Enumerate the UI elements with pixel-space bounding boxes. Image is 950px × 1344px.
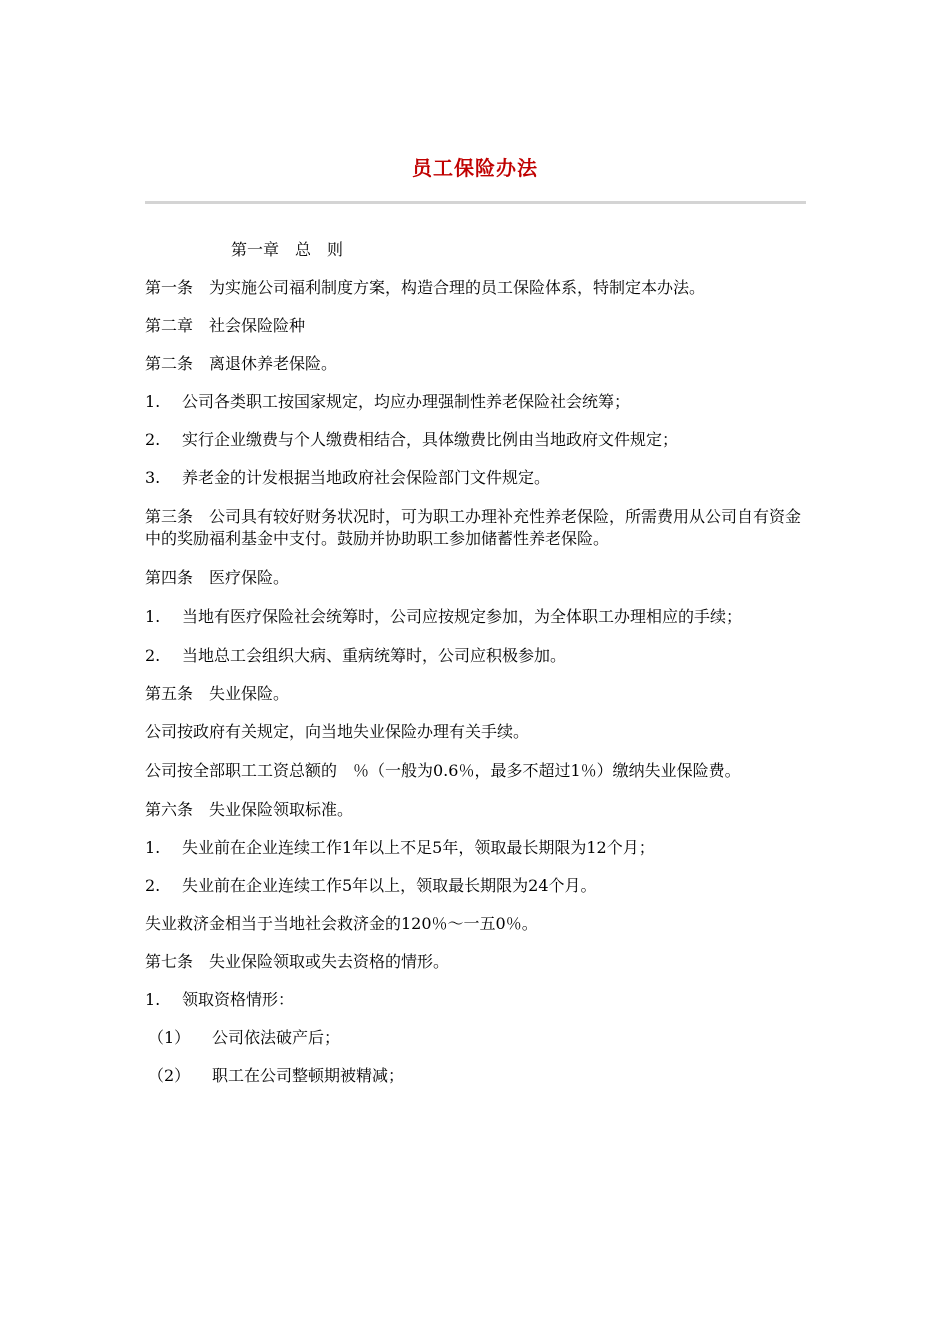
list-text: 公司各类职工按国家规定，均应办理强制性养老保险社会统筹；	[182, 392, 631, 411]
article-5: 第五条 失业保险。	[145, 684, 290, 703]
chapter-heading: 第一章 总 则	[231, 240, 344, 259]
list-item	[145, 606, 813, 628]
list-number: 3.	[145, 468, 161, 487]
list-text: 养老金的计发根据当地政府社会保险部门文件规定。	[182, 468, 551, 487]
list-item	[145, 392, 813, 412]
list-number: 1.	[145, 392, 161, 411]
article-2: 第二条 离退休养老保险。	[145, 354, 338, 373]
article-6: 第六条 失业保险领取标准。	[145, 800, 354, 819]
list-item	[145, 646, 813, 666]
document-title: 员工保险办法	[412, 156, 538, 180]
sub-list-item	[145, 1028, 813, 1048]
list-text: 实行企业缴费与个人缴费相结合，具体缴费比例由当地政府文件规定；	[182, 430, 679, 449]
list-text: 失业前在企业连续工作5年以上，领取最长期限为24个月。	[182, 876, 597, 895]
list-item	[145, 838, 813, 858]
article-7: 第七条 失业保险领取或失去资格的情形。	[145, 952, 450, 971]
chapter-2-heading: 第二章 社会保险险种	[145, 316, 306, 335]
list-number: 2.	[145, 430, 161, 449]
list-item	[145, 430, 813, 450]
article-6-text: 失业救济金相当于当地社会救济金的120％～一五0％。	[145, 914, 538, 933]
list-text: 失业前在企业连续工作1年以上不足5年，领取最长期限为12个月；	[182, 838, 655, 857]
sub-list-number: （2）	[148, 1066, 191, 1085]
article-5-text: 公司按政府有关规定，向当地失业保险办理有关手续。	[145, 722, 530, 741]
list-text: 当地有医疗保险社会统筹时，公司应按规定参加，为全体职工办理相应的手续；	[182, 607, 743, 626]
list-number: 1.	[145, 607, 161, 626]
list-item	[145, 990, 813, 1010]
sub-list-item	[145, 1066, 813, 1086]
list-text: 当地总工会组织大病、重病统筹时，公司应积极参加。	[182, 646, 567, 665]
sub-list-text: 职工在公司整顿期被精减；	[212, 1066, 405, 1085]
list-number: 2.	[145, 646, 161, 665]
article-5-rate: 公司按全部职工工资总额的 ％（一般为0.6％，最多不超过1％）缴纳失业保险费。	[145, 761, 741, 780]
title-divider	[145, 201, 806, 204]
list-number: 2.	[145, 876, 161, 895]
sub-list-text: 公司依法破产后；	[212, 1028, 341, 1047]
list-item	[145, 468, 813, 488]
list-item	[145, 876, 813, 896]
article-3: 第三条 公司具有较好财务状况时，可为职工办理补充性养老保险，所需费用从公司自有资金中的奖励福利基金中支付。鼓励并协助职工参加储蓄性养老保险。	[145, 507, 802, 548]
sub-list-number: （1）	[148, 1028, 191, 1047]
article-1: 第一条 为实施公司福利制度方案，构造合理的员工保险体系，特制定本办法。	[145, 278, 706, 297]
list-number: 1.	[145, 838, 161, 857]
list-number: 1.	[145, 990, 161, 1009]
document-body	[145, 240, 813, 1104]
list-text: 领取资格情形：	[182, 990, 295, 1009]
article-4: 第四条 医疗保险。	[145, 568, 290, 587]
